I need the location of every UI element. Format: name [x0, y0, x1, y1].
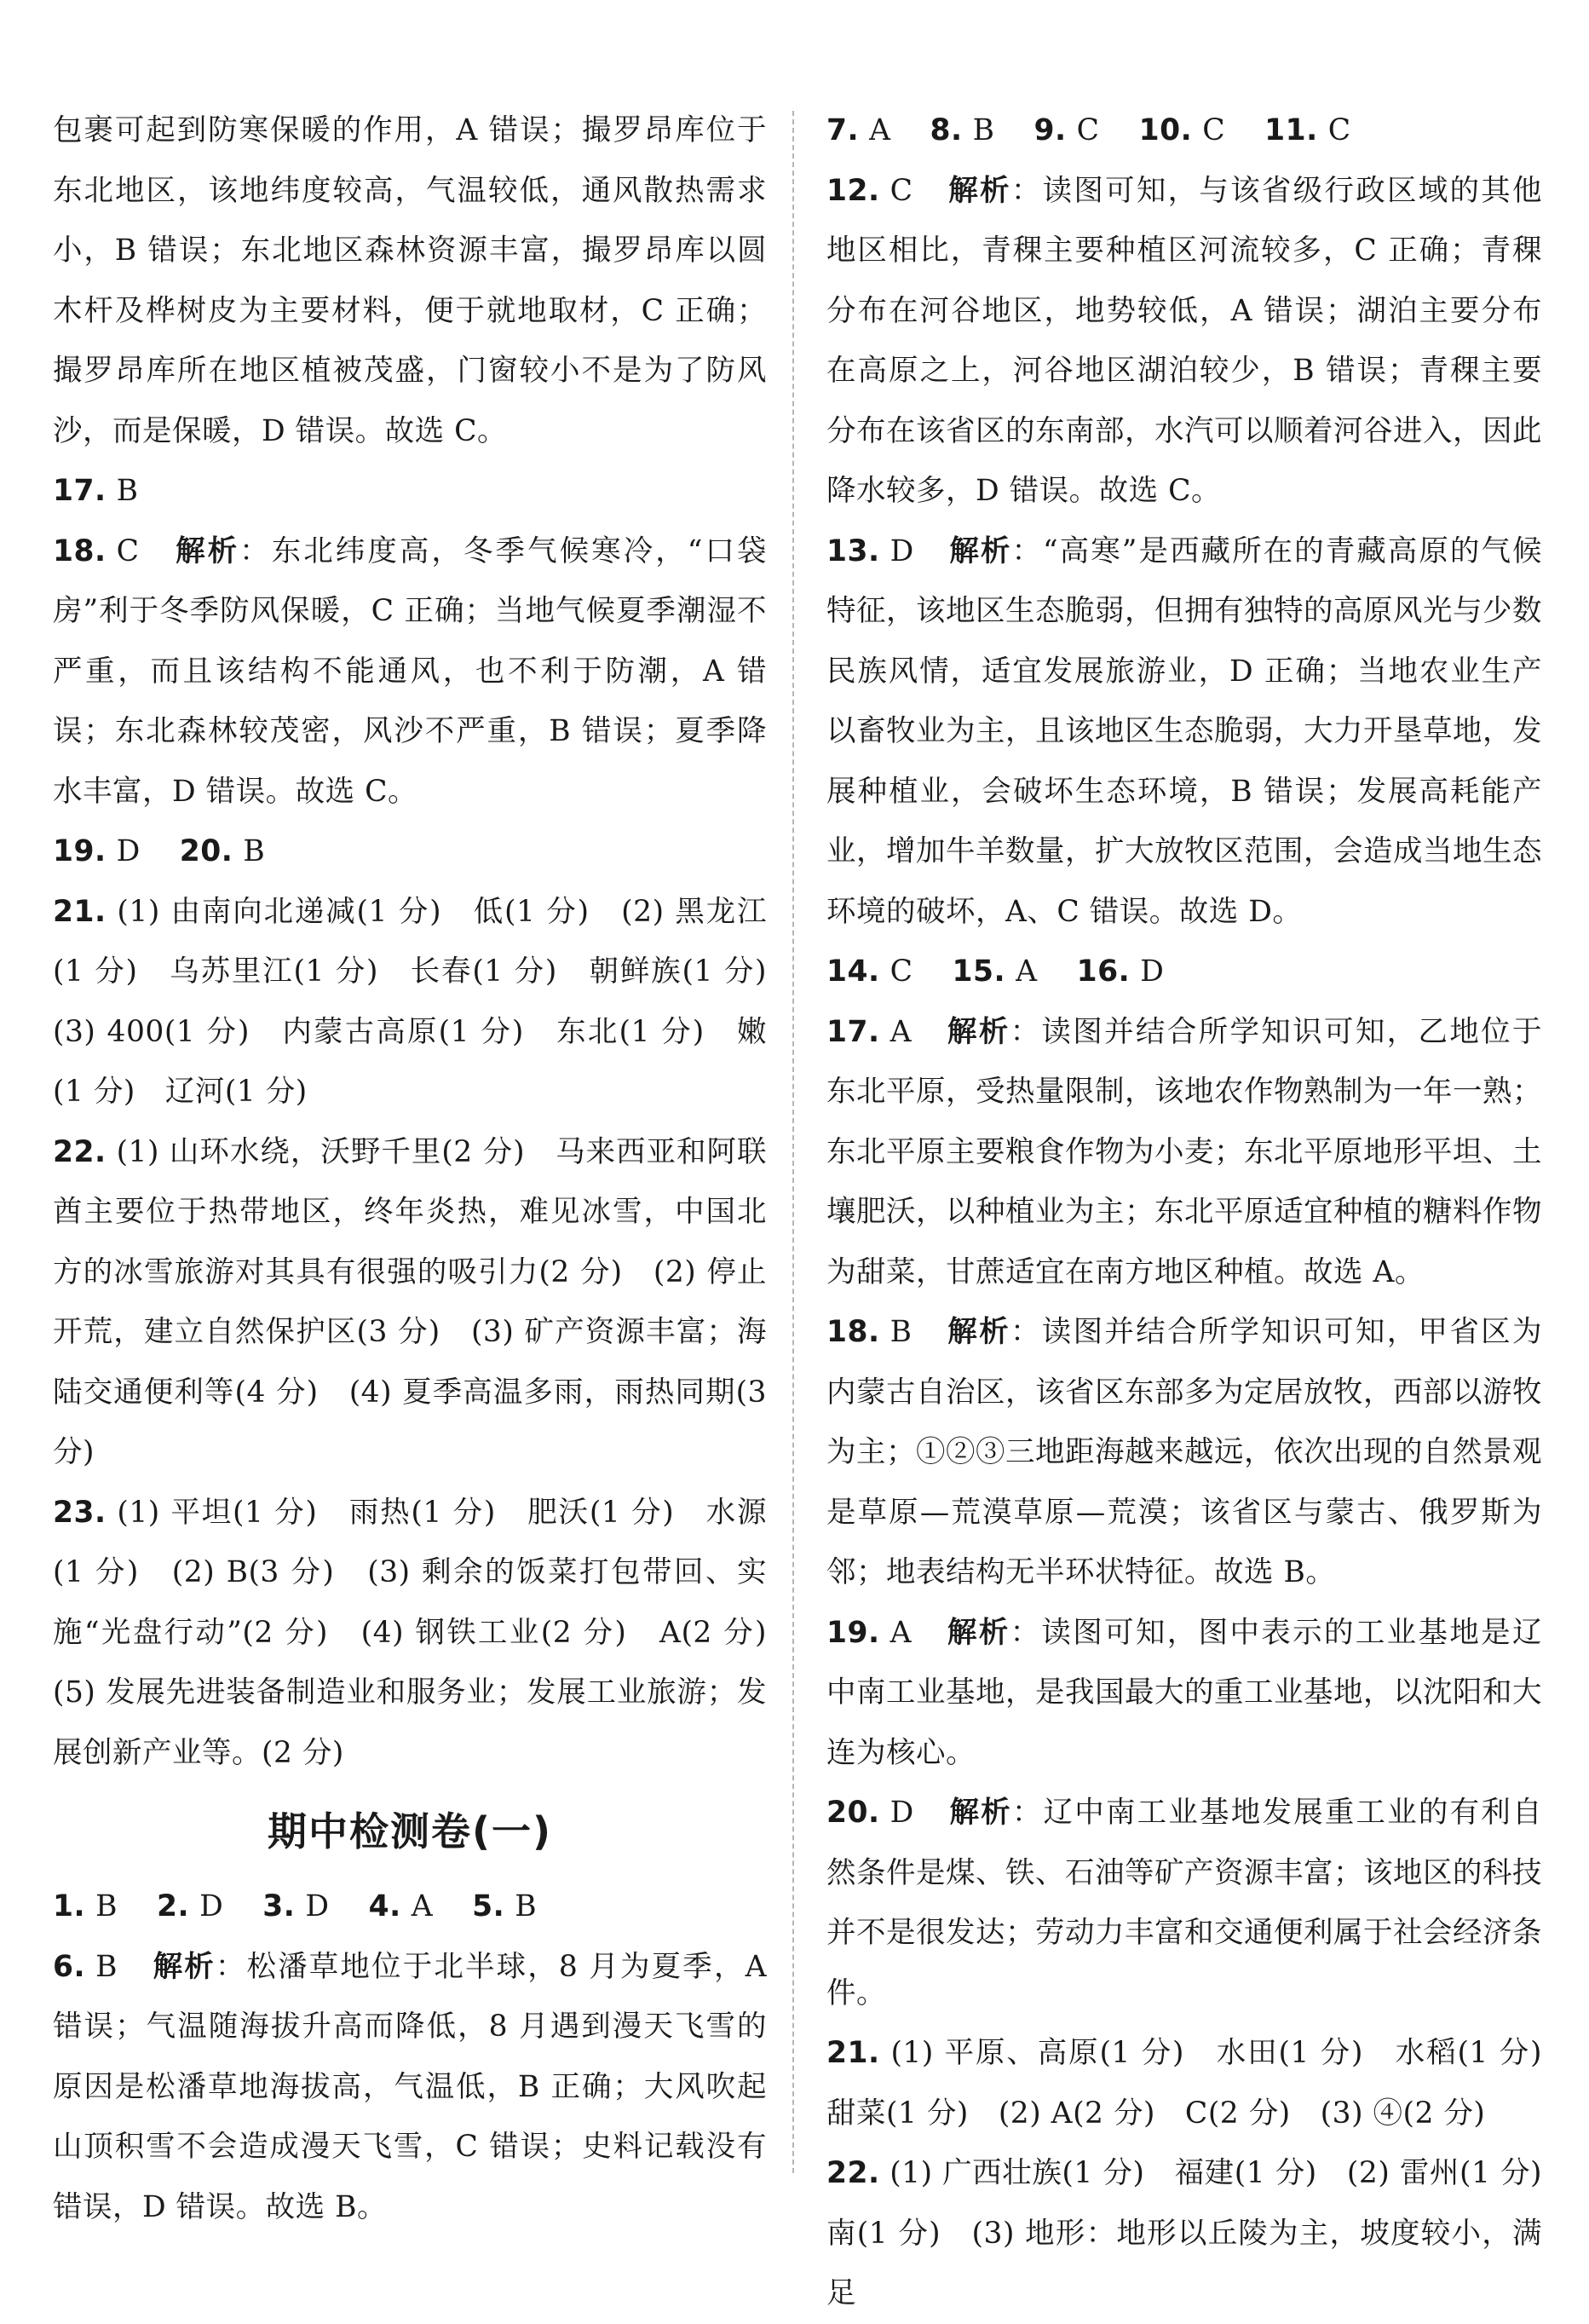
analysis-text: ：辽中南工业基地发展重工业的有利自然条件是煤、铁、石油等矿产资源丰富；该地区的科技并不是很发达；劳动力丰富和交通便利属于社会经济条件。	[826, 1796, 1543, 2010]
answer-letter: B	[515, 1889, 538, 1923]
analysis-label: 解析	[947, 533, 1012, 568]
analysis-label: 解析	[946, 1315, 1010, 1349]
answer-letter: A	[889, 1014, 913, 1049]
answer-letter: C	[1327, 113, 1351, 147]
answers-19-20	[53, 822, 767, 882]
answer-letter: B	[95, 1949, 118, 1984]
question-number: 3.	[262, 1889, 296, 1923]
answer-letter: D	[199, 1889, 224, 1923]
analysis-label: 解析	[947, 173, 1011, 208]
answers-1-5	[53, 1877, 767, 1937]
question-number: 1.	[53, 1889, 86, 1923]
answer-letter: B	[972, 113, 995, 147]
answer-letter: D	[116, 834, 141, 868]
question-number: 19.	[826, 1615, 880, 1650]
question-number: 18.	[53, 533, 107, 568]
analysis-label: 解析	[947, 1796, 1012, 1830]
answer-text: (1) 山环水绕，沃野千里(2 分) 马来西亚和阿联酋主要位于热带地区，终年炎热，难见冰雪，中国北方的冰雪旅游对其具有很强的吸引力(2 分) (2) 停止开荒，建立自然保护区(3 分) (3) 矿产资源丰富；海陆交通便利等(4 分) (4) 夏季高温多雨，雨热同期(3 分)	[53, 1134, 768, 1469]
question-number: 17.	[53, 474, 107, 508]
question-number: 2.	[156, 1889, 190, 1923]
question-number: 11.	[1264, 113, 1318, 147]
analysis-text: ：松潘草地位于北半球，8 月为夏季，A 错误；气温随海拔升高而降低，8 月遇到漫天飞雪的原因是松潘草地海拔高，气温低，B 正确；大风吹起山顶积雪不会造成漫天飞雪，C 错误；史料记载没有错误，D 错误。故选 B。	[53, 1949, 767, 2224]
answer-18	[826, 1302, 1542, 1603]
answer-text: (1) 广西壮族(1 分) 福建(1 分) (2) 雷州(1 分) 南(1 分) (3) 地形：地形以丘陵为主，坡度较小，满足	[826, 2156, 1573, 2310]
analysis-text: ：读图可知，图中表示的工业基地是辽中南工业基地，是我国最大的重工业基地，以沈阳和大连为核心。	[826, 1615, 1543, 1770]
question-number: 15.	[952, 954, 1006, 989]
question-number: 18.	[826, 1315, 880, 1349]
analysis-label: 解析	[946, 1014, 1010, 1049]
answer-letter: B	[243, 834, 266, 868]
answer-letter: B	[116, 474, 139, 508]
question-number: 14.	[826, 954, 880, 989]
section-title: 期中检测卷(一)	[267, 1808, 553, 1854]
answers-14-16	[826, 942, 1542, 1002]
question-number: 22.	[53, 1134, 107, 1169]
answer-text: (1) 平坦(1 分) 雨热(1 分) 肥沃(1 分) 水源(1 分) (2) B(3 分) (3) 剩余的饭菜打包带回、实施“光盘行动”(2 分) (4) 钢铁工业(2 分) A(2 分) (5) 发展先进装备制造业和服务业；发展工业旅游；发展创新产业等。(2 分)	[53, 1495, 797, 1770]
analysis-text: ：东北纬度高，冬季气候寒冷，“口袋房”利于冬季防风保暖，C 正确；当地气候夏季潮湿不严重，而且该结构不能通风，也不利于防潮，A 错误；东北森林较茂密，风沙不严重，B 错误；夏季降水丰富，D 错误。故选 C。	[53, 533, 768, 809]
question-number: 8.	[930, 113, 963, 147]
question-number: 17.	[826, 1014, 880, 1049]
question-number: 20.	[826, 1796, 880, 1830]
question-number: 23.	[53, 1495, 107, 1530]
paragraph-text: 包裹可起到防寒保暖的作用，A 错误；撮罗昂库位于东北地区，该地纬度较高，气温较低，通风散热需求小，B 错误；东北地区森林资源丰富，撮罗昂库以圆木杆及桦树皮为主要材料，便于就地取材，C 正确；撮罗昂库所在地区植被茂盛，门窗较小不是为了防风沙，而是保暖，D 错误。故选 C。	[53, 113, 767, 448]
answer-letter: A	[411, 1889, 434, 1923]
answer-22	[53, 1122, 767, 1483]
column-divider	[792, 111, 794, 2173]
analysis-text: ：“高寒”是西藏所在的青藏高原的气候特征，该地区生态脆弱，但拥有独特的高原风光与少数民族风情，适宜发展旅游业，D 正确；当地农业生产以畜牧业为主，且该地区生态脆弱，大力开垦草地，发展种植业，会破坏生态环境，B 错误；发展高耗能产业，增加牛羊数量，扩大放牧区范围，会造成当地生态环境的破坏，A、C 错误。故选 D。	[826, 533, 1542, 929]
answer-19	[826, 1603, 1542, 1784]
answer-letter: D	[1140, 954, 1165, 989]
continuation-paragraph	[53, 101, 767, 461]
answer-letter: C	[116, 533, 140, 568]
answer-letter: A	[1016, 954, 1038, 989]
answer-letter: D	[889, 533, 914, 568]
answer-12	[826, 161, 1542, 522]
answer-letter: C	[1076, 113, 1100, 147]
answer-letter: C	[1202, 113, 1226, 147]
answer-letter: D	[889, 1796, 914, 1830]
question-number: 9.	[1033, 113, 1067, 147]
analysis-text: ：读图可知，与该省级行政区域的其他地区相比，青稞主要种植区河流较多，C 正确；青稞分布在河谷地区，地势较低，A 错误；湖泊主要分布在高原之上，河谷地区湖泊较少，B 错误；青稞主要分布在该省区的东南部，水汽可以顺着河谷进入，因此降水较多，D 错误。故选 C。	[826, 173, 1543, 508]
answer-letter: C	[889, 173, 913, 208]
analysis-label: 解析	[151, 1949, 216, 1984]
answers-7-11	[826, 101, 1542, 161]
answer-letter: A	[889, 1615, 913, 1650]
question-number: 7.	[826, 113, 860, 147]
question-number: 21.	[53, 894, 107, 929]
answer-23	[53, 1483, 797, 1784]
analysis-label: 解析	[173, 533, 240, 568]
question-number: 4.	[368, 1889, 401, 1923]
left-column	[53, 101, 797, 2237]
question-number: 13.	[826, 533, 880, 568]
answer-18	[53, 522, 767, 822]
analysis-label: 解析	[946, 1615, 1010, 1650]
question-number: 6.	[53, 1949, 86, 1984]
question-number: 22.	[826, 2156, 880, 2190]
analysis-text: ：读图并结合所学知识可知，乙地位于东北平原，受热量限制，该地农作物熟制为一年一熟；东北平原主要粮食作物为小麦；东北平原地形平坦、土壤肥沃，以种植业为主；东北平原适宜种植的糖料作物为甜菜，甘蔗适宜在南方地区种植。故选 A。	[826, 1014, 1543, 1289]
answer-17	[53, 461, 767, 522]
answer-letter: C	[889, 954, 913, 989]
answer-17	[826, 1002, 1542, 1303]
answer-letter: B	[889, 1315, 913, 1349]
answer-20	[826, 1783, 1542, 2023]
answer-21	[826, 2023, 1572, 2143]
analysis-text: ：读图并结合所学知识可知，甲省区为内蒙古自治区，该省区东部多为定居放牧，西部以游牧为主；①②③三地距海越来越远，依次出现的自然景观是草原—荒漠草原—荒漠；该省区与蒙古、俄罗斯为邻；地表结构无半环状特征。故选 B。	[826, 1315, 1543, 1589]
answer-22	[826, 2143, 1573, 2324]
answer-text: (1) 平原、高原(1 分) 水田(1 分) 水稻(1 分) 甜菜(1 分) (2) A(2 分) C(2 分) (3) ④(2 分)	[826, 2036, 1572, 2131]
answer-letter: D	[305, 1889, 330, 1923]
answer-text: (1) 由南向北递减(1 分) 低(1 分) (2) 黑龙江(1 分) 乌苏里江(1 分) 长春(1 分) 朝鲜族(1 分) (3) 400(1 分) 内蒙古高原(1 分) 东北(1 分) 嫩(1 分) 辽河(1 分)	[53, 894, 797, 1109]
question-number: 5.	[472, 1889, 505, 1923]
answer-letter: B	[95, 1889, 118, 1923]
answer-letter: A	[869, 113, 891, 147]
answer-13	[826, 522, 1542, 943]
question-number: 12.	[826, 173, 880, 208]
question-number: 21.	[826, 2036, 880, 2070]
question-number: 19.	[53, 834, 107, 868]
right-column	[826, 101, 1573, 2324]
question-number: 20.	[179, 834, 233, 868]
answer-6	[53, 1937, 767, 2238]
question-number: 16.	[1076, 954, 1131, 989]
question-number: 10.	[1138, 113, 1193, 147]
answer-21	[53, 882, 797, 1122]
